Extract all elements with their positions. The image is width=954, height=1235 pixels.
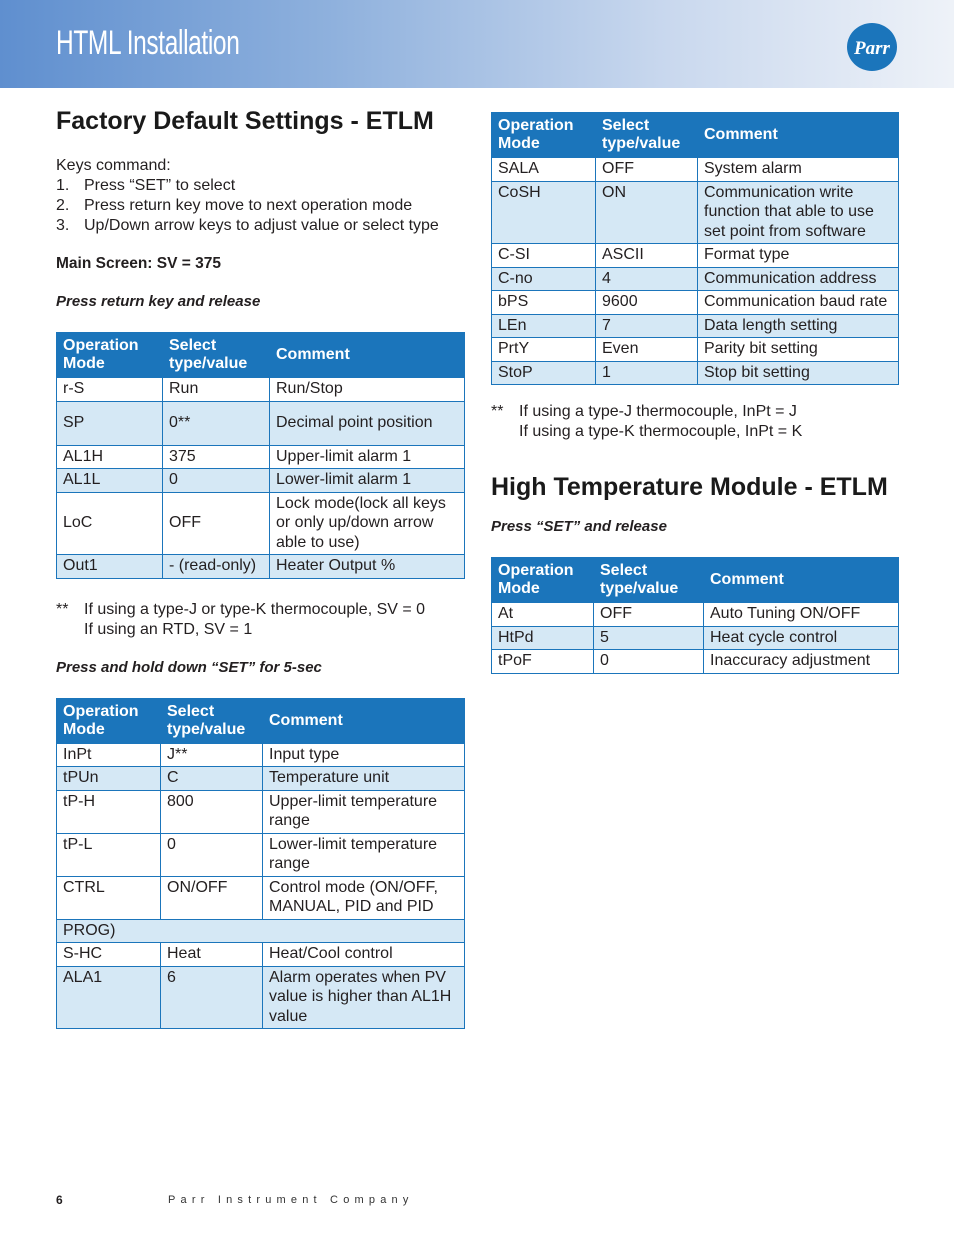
table-row (57, 469, 465, 493)
right-column (491, 112, 899, 674)
step-text: Up/Down arrow keys to adjust value or select type (84, 217, 439, 234)
step-number: 3. (56, 217, 70, 234)
left-column (56, 104, 465, 1029)
step-text: Press “SET” to select (84, 177, 236, 194)
col-operation-mode: Operation Mode (57, 333, 163, 378)
table-row (492, 244, 899, 268)
cell: OFF (163, 492, 270, 555)
table-row (57, 401, 465, 445)
cell: Decimal point position (270, 401, 465, 445)
step-item (56, 216, 465, 236)
table-row (492, 650, 899, 674)
cell: Lower-limit temperature range (263, 833, 465, 876)
footnote-line: If using a type-K thermocouple, InPt = K (519, 423, 803, 440)
table-high-temp (491, 557, 899, 674)
table-communication (491, 112, 899, 385)
col-select-value: Select type/value (596, 113, 698, 158)
cell: HtPd (492, 626, 594, 650)
footnote-text (84, 600, 425, 640)
cell: Heat/Cool control (263, 943, 465, 967)
col-select-value: Select type/value (594, 558, 704, 603)
table-row (57, 943, 465, 967)
cell: r-S (57, 378, 163, 402)
cell: Even (596, 338, 698, 362)
cell: System alarm (698, 158, 899, 182)
col-comment: Comment (698, 113, 899, 158)
table-row (492, 361, 899, 385)
cell: 9600 (596, 291, 698, 315)
table-row (492, 267, 899, 291)
cell: Auto Tuning ON/OFF (704, 603, 899, 627)
table-row (492, 338, 899, 362)
table-header-row (492, 113, 899, 158)
cell: 6 (161, 966, 263, 1029)
cell: tP-L (57, 833, 161, 876)
cell: 0 (163, 469, 270, 493)
cell: Run/Stop (270, 378, 465, 402)
table-row (57, 555, 465, 579)
logo-text: Parr (854, 38, 890, 59)
cell: ON (596, 181, 698, 244)
cell: Heater Output % (270, 555, 465, 579)
cell: Alarm operates when PV value is higher than AL1H value (263, 966, 465, 1029)
press-hold-subheading: Press and hold down “SET” for 5-sec (56, 658, 322, 676)
cell: Heat (161, 943, 263, 967)
cell: Upper-limit temperature range (263, 790, 465, 833)
cell: Temperature unit (263, 767, 465, 791)
step-number: 2. (56, 197, 70, 214)
cell: Communication write function that able to use set point from software (698, 181, 899, 244)
cell: SP (57, 401, 163, 445)
cell: At (492, 603, 594, 627)
cell: Heat cycle control (704, 626, 899, 650)
factory-defaults-heading: Factory Default Settings - ETLM (56, 107, 434, 135)
cell: AL1H (57, 445, 163, 469)
cell: ASCII (596, 244, 698, 268)
cell: 0 (594, 650, 704, 674)
cell: Control mode (ON/OFF, MANUAL, PID and PID (263, 876, 465, 919)
col-comment: Comment (263, 698, 465, 743)
press-return-subheading: Press return key and release (56, 293, 261, 310)
cell: PrtY (492, 338, 596, 362)
cell: ON/OFF (161, 876, 263, 919)
footnote-line: If using a type-J or type-K thermocouple, SV = 0 (84, 600, 426, 618)
cell: OFF (596, 158, 698, 182)
cell: 800 (161, 790, 263, 833)
table-row (57, 378, 465, 402)
cell: SALA (492, 158, 596, 182)
cell: InPt (57, 743, 161, 767)
table-row (57, 919, 465, 943)
footnote-line: If using an RTD, SV = 1 (84, 620, 253, 638)
page-header-title: HTML Installation (56, 24, 240, 62)
step-number: 1. (56, 177, 70, 194)
cell: Out1 (57, 555, 163, 579)
cell: Run (163, 378, 270, 402)
col-operation-mode: Operation Mode (492, 113, 596, 158)
cell: Parity bit setting (698, 338, 899, 362)
table-row (57, 833, 465, 876)
table-header-row (57, 698, 465, 743)
step-item (56, 196, 465, 216)
main-screen-label: Main Screen: SV = 375 (56, 255, 221, 272)
press-set-subheading: Press “SET” and release (491, 518, 667, 535)
cell: Lock mode(lock all keys or only up/down arrow able to use) (270, 492, 465, 555)
cell: 4 (596, 267, 698, 291)
step-item (56, 176, 465, 196)
table-row (57, 445, 465, 469)
table-row (492, 158, 899, 182)
cell: Data length setting (698, 314, 899, 338)
cell: 0 (161, 833, 263, 876)
cell: - (read-only) (163, 555, 270, 579)
table-row (492, 181, 899, 244)
high-temp-heading: High Temperature Module - ETLM (491, 473, 888, 501)
footnote-line: If using a type-J thermocouple, InPt = J (519, 403, 797, 420)
footnote-inpt (491, 402, 899, 442)
page-header-banner (0, 0, 954, 88)
col-comment: Comment (704, 558, 899, 603)
cell: Communication address (698, 267, 899, 291)
cell: Inaccuracy adjustment (704, 650, 899, 674)
table-row (492, 626, 899, 650)
col-select-value: Select type/value (163, 333, 270, 378)
table-row (57, 966, 465, 1029)
cell: CTRL (57, 876, 161, 919)
col-operation-mode: Operation Mode (492, 558, 594, 603)
cell: tP-H (57, 790, 161, 833)
cell: LoC (57, 492, 163, 555)
cell: J** (161, 743, 263, 767)
footer-company-name: Parr Instrument Company (168, 1194, 414, 1206)
footnote-text (519, 402, 802, 442)
cell: 375 (163, 445, 270, 469)
col-select-value: Select type/value (161, 698, 263, 743)
cell: 5 (594, 626, 704, 650)
cell: tPoF (492, 650, 594, 674)
table-hold-set (56, 698, 465, 1030)
table-row (57, 743, 465, 767)
footnote-sv (56, 600, 465, 640)
cell: LEn (492, 314, 596, 338)
step-text: Press return key move to next operation mode (84, 197, 413, 214)
cell: Format type (698, 244, 899, 268)
cell: C-SI (492, 244, 596, 268)
cell: CoSH (492, 181, 596, 244)
cell: Lower-limit alarm 1 (270, 469, 465, 493)
parr-logo (846, 22, 898, 72)
table-row (492, 291, 899, 315)
cell: AL1L (57, 469, 163, 493)
table-return-key (56, 332, 465, 579)
cell: Communication baud rate (698, 291, 899, 315)
table-row (57, 876, 465, 919)
table-header-row (492, 558, 899, 603)
keys-intro: Keys command: (56, 157, 171, 174)
table-row (492, 314, 899, 338)
cell: 0** (163, 401, 270, 445)
keys-steps-list (56, 176, 465, 236)
cell: OFF (594, 603, 704, 627)
cell: PROG) (57, 919, 465, 943)
table-row (57, 790, 465, 833)
table-header-row (57, 333, 465, 378)
cell: Stop bit setting (698, 361, 899, 385)
footnote-marker: ** (491, 403, 504, 420)
page-number: 6 (56, 1193, 63, 1207)
cell: Input type (263, 743, 465, 767)
cell: ALA1 (57, 966, 161, 1029)
table-row (57, 492, 465, 555)
table-row (57, 767, 465, 791)
table-row (492, 603, 899, 627)
cell: C (161, 767, 263, 791)
cell: tPUn (57, 767, 161, 791)
cell: Upper-limit alarm 1 (270, 445, 465, 469)
cell: C-no (492, 267, 596, 291)
cell: StoP (492, 361, 596, 385)
cell: 7 (596, 314, 698, 338)
col-comment: Comment (270, 333, 465, 378)
col-operation-mode: Operation Mode (57, 698, 161, 743)
cell: S-HC (57, 943, 161, 967)
footnote-marker: ** (56, 600, 69, 618)
cell: bPS (492, 291, 596, 315)
cell: 1 (596, 361, 698, 385)
